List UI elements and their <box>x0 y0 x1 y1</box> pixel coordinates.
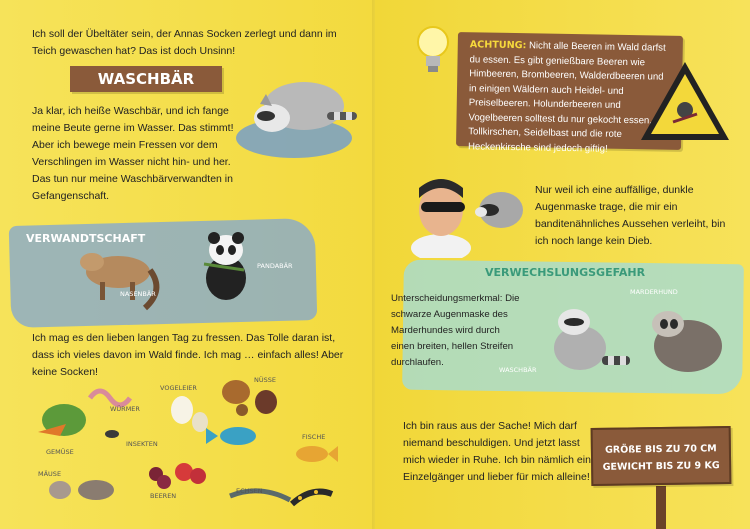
intro-text: Ich soll der Übeltäter sein, der Annas Socken zerlegt und dann im Teich gewaschen hat? Das ist doch Unsinn! <box>32 28 337 57</box>
label-fische: FISCHE <box>302 433 326 441</box>
waschbaer-text: Ja klar, ich heiße Waschbär, und ich fange meine Beute gerne im Wasser. Das stimmt! Aber ich bewege mein Fressen vor dem Verschlingen im Wasser nicht hin- und her. Das tun nur meine Waschbärverwandten in Gefangenschaft. <box>32 105 234 202</box>
weight-line: GEWICHT BIS ZU 9 KG <box>602 460 720 473</box>
panda-illustration <box>196 228 256 303</box>
right-page <box>375 0 750 529</box>
food-text: Ich mag es den lieben langen Tag zu fressen. Das Tolle daran ist, dass ich vieles davon im Wald finde. Ich mag … einfach alles! Aber keine Socken! <box>32 332 344 378</box>
size-line: GRÖßE BIS ZU 70 CM <box>605 443 717 456</box>
food-illustrations <box>30 378 370 523</box>
waschbaer-title: WASCHBÄR <box>97 70 195 88</box>
label-waschbaer: WASCHBÄR <box>499 366 537 374</box>
label-pandabaer: PANDABÄR <box>257 262 293 270</box>
label-nuesse: NÜSSE <box>254 376 276 384</box>
confusion-title: VERWECHSLUNGSGEFAHR <box>485 266 646 279</box>
label-echsen: ECHSEN <box>236 487 263 495</box>
label-nasenbaer: NASENBÄR <box>120 290 156 298</box>
size-sign <box>591 426 732 486</box>
person-raccoon-illustration <box>407 168 527 258</box>
relatives-title: VERWANDTSCHAFT <box>26 232 146 245</box>
warning-label: ACHTUNG: <box>469 39 527 52</box>
coati-illustration <box>60 232 170 312</box>
confusion-text: Unterscheidungsmerkmal: Die schwarze Augenmaske des Marderhundes wird durch einen breiten, hellen Streifen durchlaufen. <box>391 293 520 368</box>
label-marderhund: MARDERHUND <box>630 288 678 296</box>
lightbulb-icon <box>413 22 453 78</box>
raccoon-vs-raccoon-dog-illustration <box>540 298 740 383</box>
waschbaer-title-sign <box>70 66 222 92</box>
label-insekten: INSEKTEN <box>126 440 158 448</box>
label-beeren: BEEREN <box>150 492 177 500</box>
label-vogeleier: VOGELEIER <box>160 384 197 392</box>
label-gemuese: GEMÜSE <box>46 448 74 456</box>
warning-text: Nicht alle Beeren im Wald darfst du essen. Es gibt genießbare Beeren wie Himbeeren, Brombeeren, Walderdbeeren und in einigen Wäldern auch Heidel- und Preiselbeeren. Holunderbeeren und Vogelbeeren solltest du nur gekocht essen. Tollkirschen, Seidelbast und die rote Heckenkirsche sind jedoch giftig! <box>467 40 666 155</box>
label-maeuse: MÄUSE <box>38 470 62 478</box>
mask-text: Nur weil ich eine auffällige, dunkle Augenmaske trage, die mir ein banditenähnliches Aussehen verleiht, bin ich noch lange kein Dieb. <box>535 184 726 247</box>
label-wuermer: WÜRMER <box>110 405 140 413</box>
hazard-warning-icon <box>637 58 733 144</box>
closing-text: Ich bin raus aus der Sache! Mich darf niemand beschuldigen. Und jetzt lasst mich wieder in Ruhe. Ich bin nämlich ein Einzelgänger und lieber für mich alleine! <box>403 420 591 483</box>
raccoon-illustration <box>232 60 372 160</box>
signpost <box>656 486 666 529</box>
